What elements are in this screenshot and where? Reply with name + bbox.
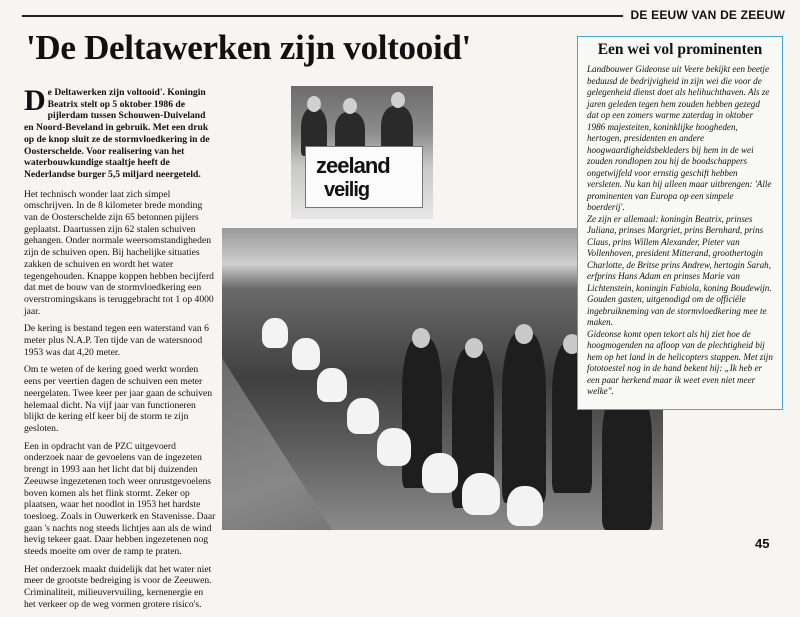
lead-text: e Deltawerken zijn voltooid'. Koningin Beatrix stelt op 5 oktober 1986 de pijlerdam tussen Schouwen-Duiveland en Noord-Beveland in gebruik. Met een druk op de knop sluit ze de stormvloedkering in de Oosterschelde. Voor realisering van het waterbouwkundige staaltje heeft de Nederlandse burger 5,5 miljard neergeteld. — [24, 87, 210, 180]
banner-text: veilig — [324, 179, 370, 201]
photo-figure-head — [343, 98, 357, 114]
photo-figure-head — [515, 324, 533, 344]
article-paragraph: Om te weten of de kering goed werkt worden eens per veertien dagen de schuiven een meter neergelaten. Twee keer per jaar gaan de schuiven helemaal dicht. Na vijf jaar van functioneren blijkt de kering elf keer bij de storm te zijn gesloten. — [24, 364, 213, 434]
photo-figure-head — [412, 328, 430, 348]
article-body — [24, 84, 217, 617]
article-headline: 'De Deltawerken zijn voltooid' — [26, 28, 471, 67]
photo-figure-head — [391, 92, 405, 108]
photo-figure-head — [465, 338, 483, 358]
photo-figure — [502, 333, 546, 503]
article-paragraph: Het technisch wonder laat zich simpel omschrijven. In de 8 kilometer brede monding van de Oosterschelde zijn 65 betonnen pijlers geplaatst. Daartussen zijn 62 stalen schuiven gehangen. Onder normale weersomstandigheden zijn de schuiven open. Bij hachelijke situaties zakken de schuiven en wordt het water tegengehouden. Knappe koppen hebben becijferd dat met de bouw van de stormvloedkering een overstromingskans is teruggebracht tot 1 op 4000 jaar. — [24, 188, 214, 317]
article-paragraph: Een in opdracht van de PZC uitgevoerd onderzoek naar de gevoelens van de ingezeten brengt in 1993 aan het licht dat bij duizenden Zeeuwse ingezetenen toch weer onrustgevoelens boven komen als het flink stormt. Zeker op plaatsen, waar het noodlot in 1953 het hardste toesloeg. Zoals in Ouwerkerk en Stavenisse. Daar gaan 's nachts nog steeds lichtjes aan als de wind hevig tekeer gaat. Daar hebben ingezetenen nog steeds moeite om over de ramp te praten. — [24, 440, 216, 558]
photo-banner — [305, 146, 423, 208]
sidebar-paragraph: Gideonse komt open tekort als hij ziet hoe de hoogmogenden na afloop van de plechtigheid bij hem op het land in de helicopters stappen. Met zijn fototoestel nog in de hand bekent hij: „Ik heb er een paar herkend maar ik weet even niet meer welke". — [587, 328, 773, 396]
sidebar-box — [577, 36, 783, 410]
photo-bonnet — [292, 338, 320, 370]
header-rule — [22, 15, 623, 17]
banner-text: zeeland — [316, 153, 390, 178]
article-paragraph: De kering is bestand tegen een waterstand van 6 meter plus N.A.P. Ten tijde van de watersnood 1953 was dat 4,20 meter. — [24, 323, 209, 358]
article-lead — [24, 84, 217, 181]
sidebar-paragraph: Ze zijn er allemaal: koningin Beatrix, prinses Juliana, prinses Margriet, prins Bernhard, prins Claus, prins Willem Alexander, Pieter van Vollenhoven, president Mitterand, groothertogin Charlotte, de Britse prins Andrew, hertogin Sarah, erfprins Hans Adam en prinses Marie van Lichtenstein, koningin Fabiola, koning Boudewijn. Gouden gasten, uitgenodigd om de officiële ingebruikneming van de stormvloedkering mee te maken. — [587, 213, 772, 327]
photo-figure-head — [307, 96, 321, 112]
photo-bonnet — [377, 428, 411, 466]
sidebar-paragraph: Landbouwer Gideonse uit Veere bekijkt een beetje beduusd de bedrijvigheid in zijn wei die voor de gelegenheid dienst doet als helihuchthaven. Als ze jaren geleden tegen hem zouden hebben gezegd dat op een zomers warme zaterdag in oktober 1986 majesteiten, koninklijke hoogheden, hertogen, presidenten en andere hoogwaardigheidsbekleders bij hem in de wei zouden rondlopen zou hij de boodschappers ongetwijfeld voor ernstig geschift hebben versleten. Nu kan hij alleen maar uitbrengen: 'Alle prominenten van Europa op een simpele boerderij'. — [587, 64, 772, 212]
article-paragraph: Het onderzoek maakt duidelijk dat het water niet meer de grootste bedreiging is voor de Zeeuwen. Criminaliteit, milieuvervuiling, kernenergie en het verkeer op de weg vormen grotere risico's. — [24, 563, 212, 610]
photo-bonnet — [462, 473, 500, 515]
photo-bonnet — [507, 486, 543, 526]
page-number: 45 — [755, 536, 770, 551]
sidebar-title: Een wei vol prominenten — [597, 41, 763, 58]
photo-bonnet — [262, 318, 288, 348]
section-label: DE EEUW VAN DE ZEEUW — [630, 8, 785, 22]
photo-queen-at-button — [291, 86, 433, 219]
drop-cap: D — [24, 84, 46, 117]
photo-bonnet — [422, 453, 458, 493]
photo-bonnet — [317, 368, 347, 402]
sidebar-body — [587, 64, 773, 398]
photo-bonnet — [347, 398, 379, 434]
